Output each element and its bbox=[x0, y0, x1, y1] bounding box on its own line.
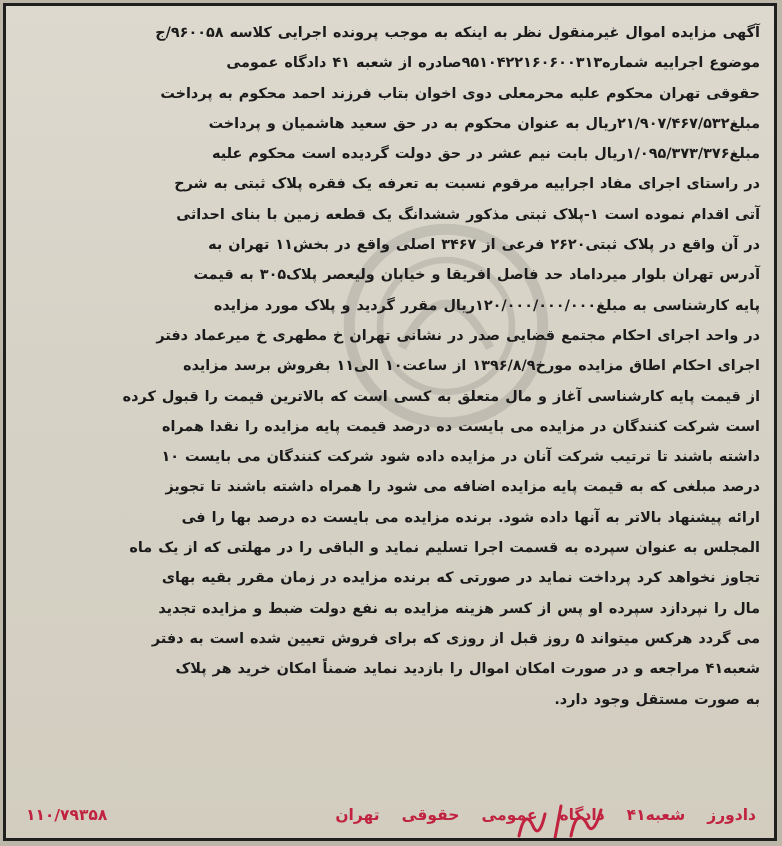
notice-footer bbox=[26, 800, 756, 830]
notice-line: به صورت مستقل وجود دارد. bbox=[554, 691, 760, 708]
notice-line: آگهی مزایده اموال غیرمنقول نظر به اینکه به موجب پرونده اجرایی کلاسه ۹۶۰۰۵۸/ج bbox=[155, 25, 760, 41]
notice-line: آدرس تهران بلوار میرداماد حد فاصل افریقا و خیابان ولیعصر پلاک۳۰۵ به قیمت bbox=[193, 267, 760, 284]
notice-line: در راستای اجرای مفاد اجراییه مرقوم نسبت به تعرفه یک فقره پلاک ثبتی به شرح bbox=[174, 176, 760, 193]
issuer-word: حقوقی bbox=[401, 806, 460, 824]
notice-line: مبلغ۲۱/۹۰۷/۴۶۷/۵۳۲ریال به عنوان محکوم به در حق سعید هاشمیان و پرداخت bbox=[208, 115, 760, 132]
notice-line: است شرکت کنندگان در مزایده می بایست ده درصد قیمت پایه مزایده را نقدا همراه bbox=[161, 418, 760, 435]
notice-line: مبلغ۱/۰۹۵/۳۷۳/۳۷۶ریال بابت نیم عشر در حق دولت گردیده است محکوم علیه bbox=[212, 146, 760, 163]
issuer-word: شعبه۴۱ bbox=[626, 806, 686, 824]
notice-line: داشته باشند تا ترتیب شرکت آنان در مزایده داده شود شرکت کنندگان می بایست ۱۰ bbox=[161, 449, 760, 466]
notice-line: پایه کارشناسی به مبلغ۱۲۰/۰۰۰/۰۰۰/۰۰۰ریال مقرر گردید و پلاک مورد مزایده bbox=[213, 297, 760, 314]
notice-line: موضوع اجراییه شماره۹۵۱۰۴۲۲۱۶۰۶۰۰۳۱۳صادره از شعبه ۴۱ دادگاه عمومی bbox=[226, 55, 760, 72]
notice-line: المجلس به عنوان سپرده به قسمت اجرا تسلیم نماید و الباقی را در مهلتی که از یک ماه bbox=[129, 540, 760, 557]
notice-line: مال را نپردازد سپرده او پس از کسر هزینه مزایده به نفع دولت ضبط و مزایده تجدید bbox=[158, 600, 760, 617]
notice-line: در واحد اجرای احکام مجتمع قضایی صدر در نشانی تهران خ مطهری خ میرعماد دفتر bbox=[156, 327, 760, 344]
notice-line: ارائه پیشنهاد بالاتر به آنها داده شود. برنده مزایده می بایست ده درصد بها را فی bbox=[181, 509, 760, 526]
issuer-signature bbox=[335, 806, 756, 824]
notice-line: حقوقی تهران محکوم علیه محرمعلی دوی اخوان بتاب فرزند احمد محکوم به پرداخت bbox=[160, 85, 760, 102]
issuer-word: تهران bbox=[335, 806, 380, 824]
notice-line: در آن واقع در پلاک ثبتی۲۶۲۰ فرعی از ۳۴۶۷ اصلی واقع در بخش۱۱ تهران به bbox=[208, 237, 760, 254]
notice-line: اجرای احکام اطاق مزایده مورخ۱۳۹۶/۸/۹ از ساعت۱۰ الی۱۱ بفروش برسد مزایده bbox=[183, 358, 760, 375]
notice-line: آتی اقدام نموده است ۱-پلاک ثبتی مذکور ششدانگ یک قطعه زمین با بنای احداثی bbox=[176, 206, 760, 223]
newspaper-clipping bbox=[3, 3, 777, 841]
notice-line: از قیمت پایه کارشناسی آغاز و مال متعلق به کسی است که بالاترین قیمت را قبول کرده bbox=[122, 388, 760, 405]
issuer-word: دادگاه bbox=[559, 806, 605, 824]
issuer-word: دادورز bbox=[707, 806, 756, 824]
notice-line: می گردد هرکس میتواند ۵ روز قبل از روزی که برای فروش تعیین شده است به دفتر bbox=[151, 630, 760, 647]
auction-notice-text bbox=[20, 18, 760, 715]
notice-line: شعبه۴۱ مراجعه و در صورت امکان اموال را بازدید نماید ضمناً امکان خرید هر پلاک bbox=[175, 661, 760, 678]
notice-line: درصد مبلغی که به قیمت پایه مزایده اضافه می شود را همراه داشته باشند تا تجویز bbox=[165, 479, 760, 496]
notice-line: تجاوز نخواهد کرد پرداخت نماید در صورتی که برنده مزایده در زمان مقرر بقیه بهای bbox=[161, 570, 760, 587]
issuer-word: عمومی bbox=[481, 806, 538, 824]
notice-code: ۱۱۰/۷۹۳۵۸ bbox=[26, 806, 108, 824]
